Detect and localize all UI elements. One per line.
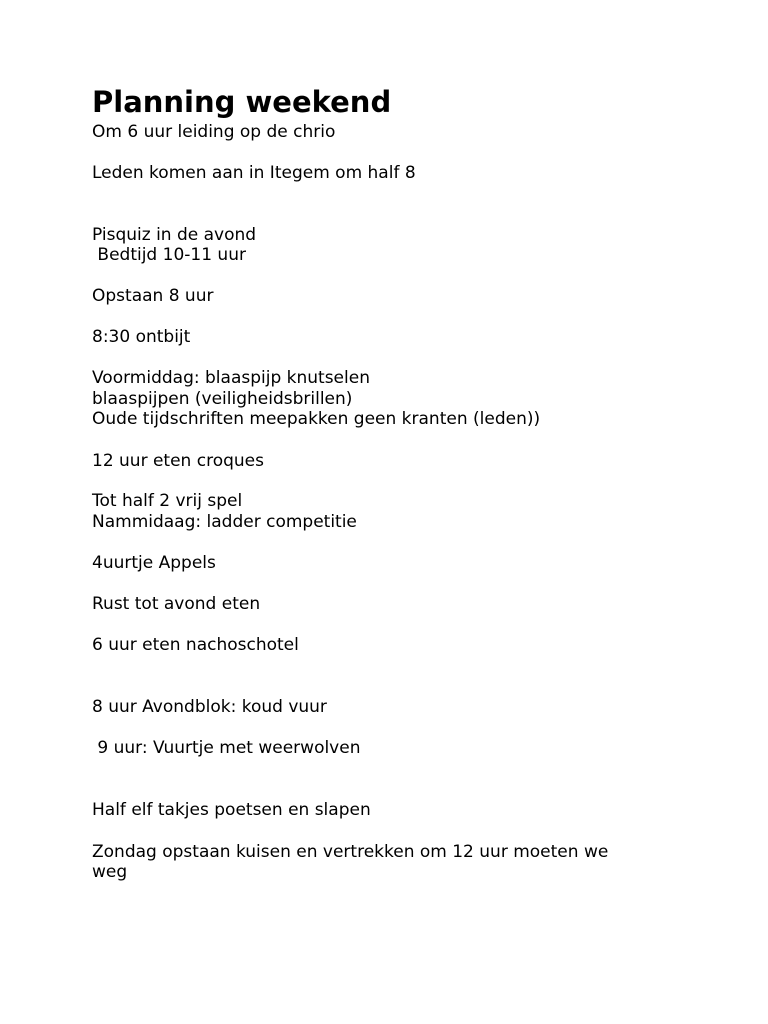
text-line: Rust tot avond eten	[92, 594, 261, 614]
text-line: 6 uur eten nachoschotel	[92, 635, 299, 655]
text-line: Bedtijd 10-11 uur	[92, 245, 246, 265]
text-line: 8 uur Avondblok: koud vuur	[92, 697, 327, 717]
text-line: Leden komen aan in Itegem om half 8	[92, 163, 416, 183]
text-line: Oude tijdschriften meepakken geen kranten (leden))	[92, 409, 541, 429]
text-line: Tot half 2 vrij spel	[92, 491, 243, 511]
text-line: Nammidaag: ladder competitie	[92, 512, 357, 532]
text-line: blaaspijpen (veiligheidsbrillen)	[92, 389, 353, 409]
text-line: Pisquiz in de avond	[92, 225, 257, 245]
text-line: Half elf takjes poetsen en slapen	[92, 800, 371, 820]
text-line: Zondag opstaan kuisen en vertrekken om 12 uur moeten we	[92, 842, 609, 862]
text-line: 8:30 ontbijt	[92, 327, 191, 347]
text-line: 12 uur eten croques	[92, 451, 264, 471]
document-title: Planning weekend	[92, 85, 392, 119]
text-line: Voormiddag: blaaspijp knutselen	[92, 368, 370, 388]
text-line: 9 uur: Vuurtje met weerwolven	[92, 738, 361, 758]
text-line: weg	[92, 862, 128, 882]
text-line: Om 6 uur leiding op de chrio	[92, 122, 336, 142]
text-line: 4uurtje Appels	[92, 553, 216, 573]
text-line: Opstaan 8 uur	[92, 286, 214, 306]
